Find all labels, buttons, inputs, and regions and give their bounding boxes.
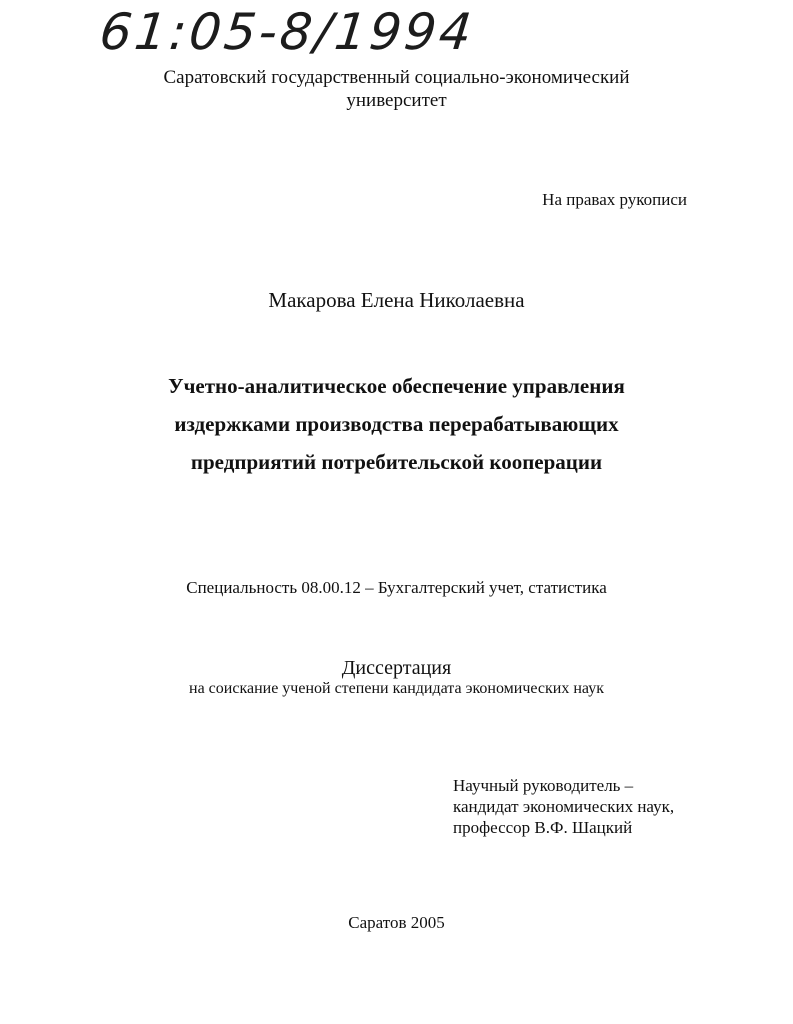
dissertation-heading: Диссертация xyxy=(341,657,452,679)
university-name xyxy=(0,66,793,112)
supervisor-line-1: Научный руководитель – xyxy=(453,776,634,795)
supervisor-line-3: профессор В.Ф. Шацкий xyxy=(453,818,633,837)
manuscript-rights-note: На правах рукописи xyxy=(542,190,687,209)
city-and-year: Саратов 2005 xyxy=(348,913,445,932)
dissertation-title xyxy=(0,367,793,481)
author-name: Макарова Елена Николаевна xyxy=(268,288,525,312)
handwritten-archive-number: 61:05-8/1994 xyxy=(96,3,478,61)
dissertation-title-line-1: Учетно-аналитическое обеспечение управления xyxy=(168,374,625,398)
scientific-supervisor xyxy=(453,775,674,838)
university-name-line-1: Саратовский государственный социально-экономический xyxy=(163,67,630,88)
degree-line: на соискание ученой степени кандидата экономических наук xyxy=(189,680,604,697)
specialty-line: Специальность 08.00.12 – Бухгалтерский учет, статистика xyxy=(186,578,607,597)
dissertation-title-line-2: издержками производства перерабатывающих xyxy=(174,412,619,436)
dissertation-title-line-3: предприятий потребительской кооперации xyxy=(190,450,603,474)
supervisor-line-2: кандидат экономических наук, xyxy=(453,797,675,816)
university-name-line-2: университет xyxy=(346,90,447,111)
